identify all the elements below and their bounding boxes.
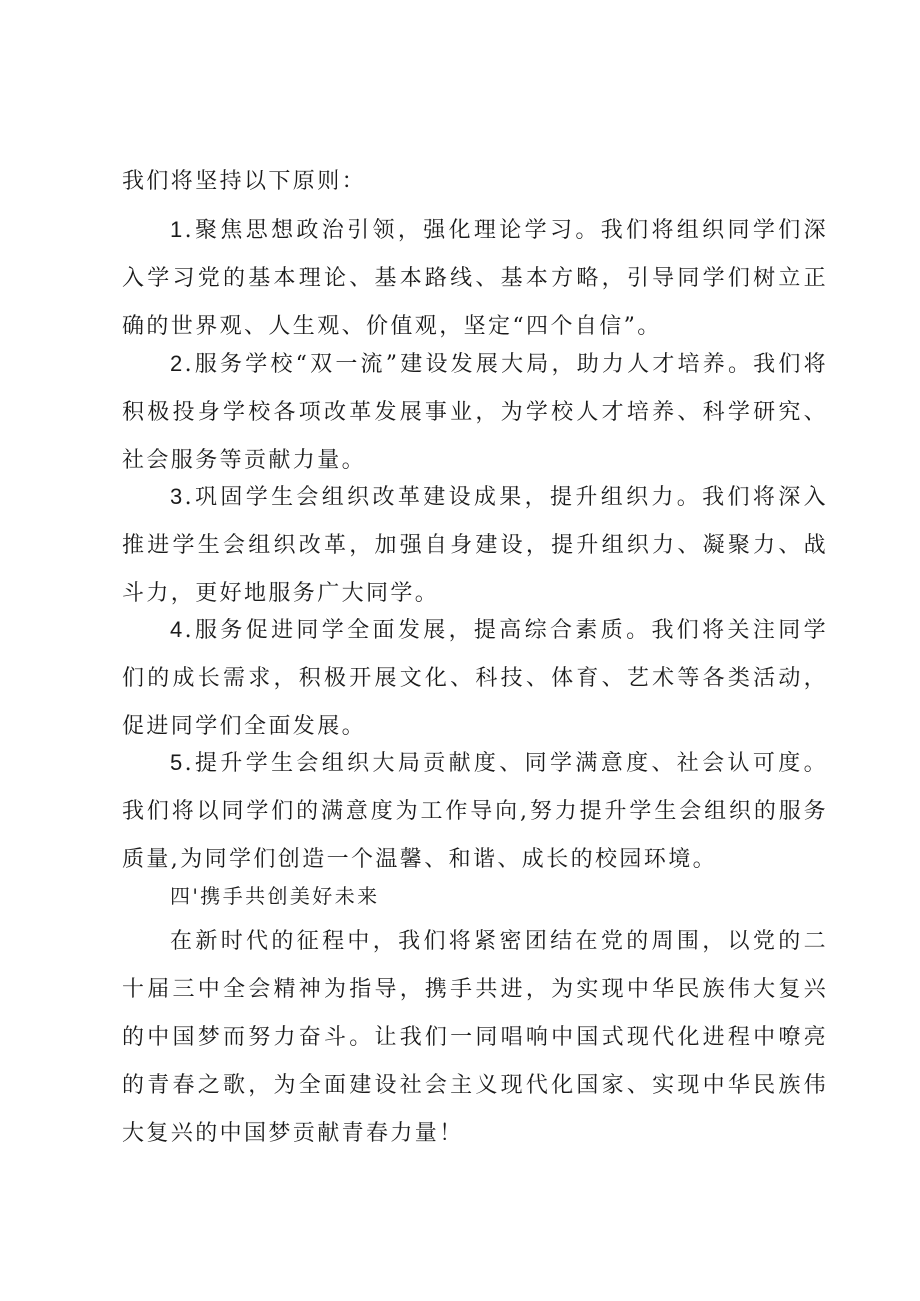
principle-item-2 [122,340,828,485]
section-heading: 四'携手共创美好未来 [170,884,380,908]
principle-item-4 [122,606,828,751]
item-text: .聚焦思想政治引领，强化理论学习。我们将组织同学们深入学习党的基本理论、基本路线、基本方略，引导同学们树立正确的世界观、人生观、价值观，坚定“四个自信”。 [122,218,828,339]
principle-item-5 [122,739,828,884]
principle-item-3 [122,473,828,618]
principle-item-1 [122,206,828,351]
item-number: 5 [170,750,185,775]
item-text: .服务促进同学全面发展，提高综合素质。我们将关注同学们的成长需求，积极开展文化、科技、体育、艺术等各类活动，促进同学们全面发展。 [122,618,828,739]
item-text: .服务学校“双一流”建设发展大局，助力人才培养。我们将积极投身学校各项改革发展事业，为学校人才培养、科学研究、社会服务等贡献力量。 [122,352,828,473]
item-number: 3 [170,484,185,509]
item-text: .提升学生会组织大局贡献度、同学满意度、社会认可度。我们将以同学们的满意度为工作导向,努力提升学生会组织的服务质量,为同学们创造一个温馨、和谐、成长的校园环境。 [122,751,828,872]
item-text: .巩固学生会组织改革建设成果，提升组织力。我们将深入推进学生会组织改革，加强自身建设，提升组织力、凝聚力、战斗力，更好地服务广大同学。 [122,485,828,606]
closing-paragraph: 在新时代的征程中，我们将紧密团结在党的周围，以党的二十届三中全会精神为指导，携手共进，为实现中华民族伟大复兴的中国梦而努力奋斗。让我们一同唱响中国式现代化进程中嘹亮的青春之歌，为全面建设社会主义现代化国家、实现中华民族伟大复兴的中国梦贡献青春力量！ [122,929,828,1146]
item-number: 1 [170,217,185,242]
item-number: 2 [170,351,185,376]
item-number: 4 [170,617,185,642]
intro-paragraph: 我们将坚持以下原则： [122,169,367,194]
